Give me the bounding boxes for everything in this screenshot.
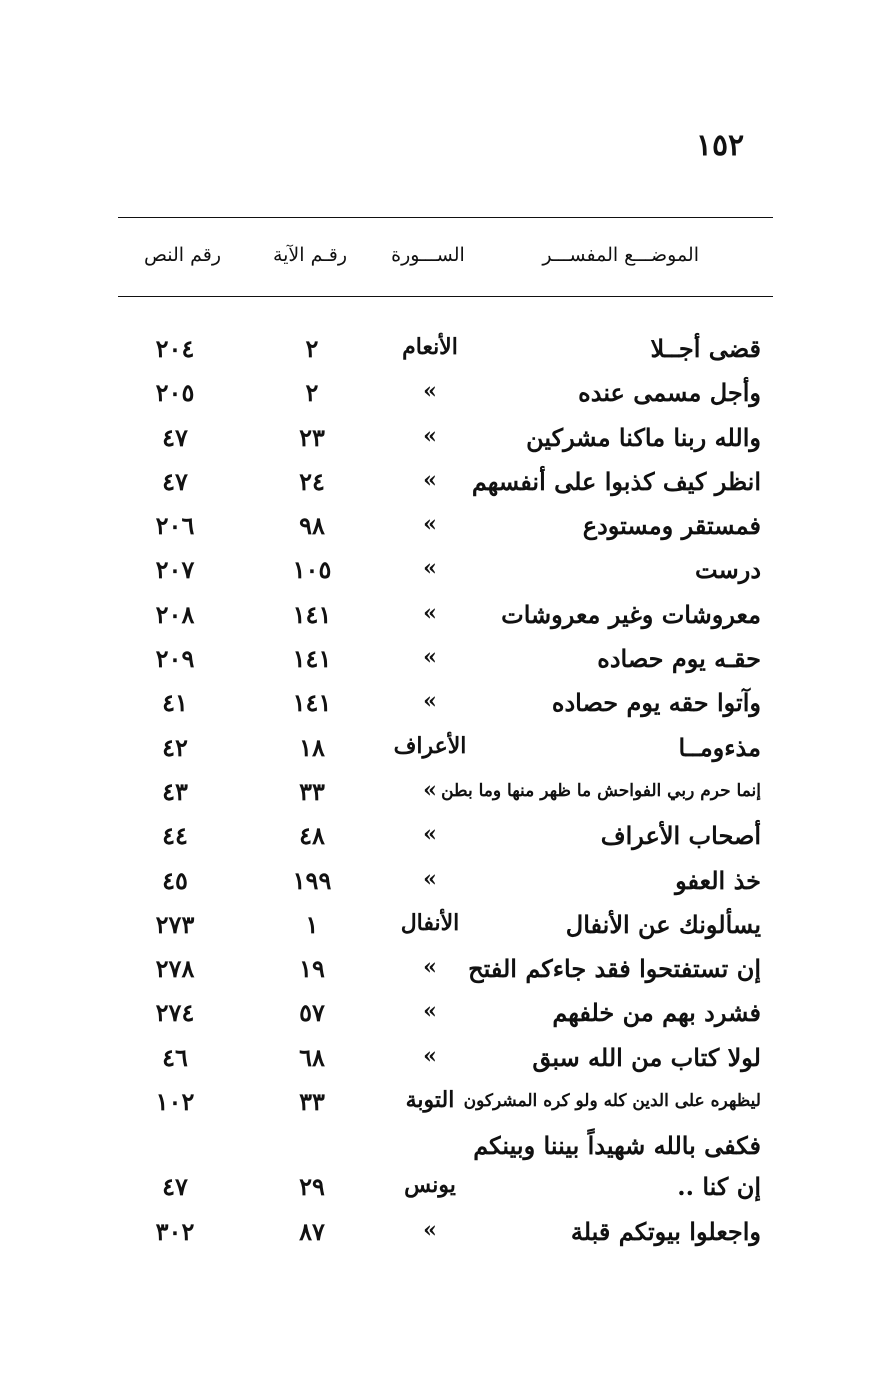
row-text-number: ٤٧ (162, 1172, 188, 1202)
row-surah: » (423, 378, 437, 405)
row-ayah-number: ١٩ (299, 954, 325, 984)
row-surah: التوبة (405, 1087, 455, 1114)
row-passage: والله ربنا ماكنا مشركين (526, 422, 761, 452)
row-text-number: ٤٦ (162, 1042, 188, 1072)
row-surah: » (423, 688, 437, 715)
row-text-number: ٤٣ (162, 776, 188, 806)
row-text-number: ٤٤ (162, 821, 188, 851)
row-text-number: ٤٧ (162, 422, 188, 452)
row-passage: أصحاب الأعراف (600, 821, 761, 851)
header-ayah-number: رقـم الآية (272, 244, 348, 266)
row-surah: » (423, 555, 437, 582)
table-row (0, 505, 879, 549)
table-row (0, 417, 879, 461)
row-passage: فشرد بهم من خلفهم (552, 998, 761, 1028)
row-passage: يسألونك عن الأنفال (565, 909, 761, 939)
row-ayah-number: ٦٨ (299, 1042, 325, 1072)
table-row (0, 1081, 879, 1125)
row-text-number: ٢٧٤ (155, 998, 195, 1028)
row-ayah-number: ١٤١ (292, 599, 332, 629)
row-surah: » (423, 511, 437, 538)
row-text-number: ٢٠٤ (155, 334, 195, 363)
row-text-number: ٤٥ (162, 865, 188, 895)
row-passage: وأجل مسمى عنده (578, 378, 761, 408)
row-text-number: ٤١ (162, 688, 188, 718)
table-row (0, 771, 879, 815)
table-row (0, 638, 879, 682)
table-row (0, 904, 879, 948)
row-text-number: ٢٠٥ (155, 378, 195, 408)
table-row (0, 1211, 879, 1255)
row-text-number: ٢٧٨ (155, 954, 195, 984)
row-surah: » (423, 466, 437, 493)
table-header-rule (118, 296, 773, 297)
row-ayah-number: ٢ (305, 334, 319, 363)
row-passage: فكفى بالله شهيداً بيننا وبينكم (473, 1131, 761, 1161)
row-surah: » (423, 821, 437, 848)
row-ayah-number: ٩٨ (299, 511, 325, 541)
row-passage: إن تستفتحوا فقد جاءكم الفتح (468, 954, 761, 984)
row-text-number: ٣٠٢ (155, 1216, 195, 1246)
row-ayah-number: ٢٤ (299, 466, 325, 496)
row-text-number: ٢٠٨ (155, 599, 195, 629)
row-passage: حقـه يوم حصاده (597, 644, 761, 674)
table-row (0, 727, 879, 771)
row-surah: » (423, 1042, 437, 1069)
header-interpreted-passage: الموضـــع المفســـر (542, 244, 699, 266)
row-passage: واجعلوا بيوتكم قبلة (570, 1216, 761, 1246)
row-ayah-number: ٣٣ (299, 1087, 325, 1117)
row-ayah-number: ١٤١ (292, 688, 332, 718)
row-passage: فمستقر ومستودع (582, 511, 761, 541)
row-ayah-number: ١ (305, 909, 319, 939)
row-passage: قضى أجــلا (650, 334, 761, 363)
row-text-number: ٢٠٦ (155, 511, 195, 541)
page-number: ١٥٢ (695, 128, 745, 163)
row-ayah-number: ١٨ (299, 732, 325, 762)
row-surah: الأنفال (400, 909, 460, 936)
row-surah: » (423, 865, 437, 892)
row-surah: » (423, 422, 437, 449)
row-text-number: ١٠٢ (155, 1087, 195, 1117)
row-surah: يونس (404, 1172, 456, 1199)
table-row (0, 1166, 879, 1210)
row-text-number: ٤٢ (162, 732, 188, 762)
row-passage: درست (695, 555, 761, 585)
table-row (0, 860, 879, 904)
row-ayah-number: ٨٧ (299, 1216, 325, 1246)
table-row (0, 682, 879, 726)
table-top-rule (118, 217, 773, 218)
row-ayah-number: ٢٩ (299, 1172, 325, 1202)
index-table-body (0, 328, 879, 1255)
row-ayah-number: ٤٨ (299, 821, 325, 851)
table-row (0, 1125, 879, 1166)
row-passage: انظر كيف كذبوا على أنفسهم (471, 466, 761, 496)
row-surah: الأنعام (402, 334, 458, 360)
row-passage: وآتوا حقه يوم حصاده (551, 688, 761, 718)
row-surah: الأعراف (393, 732, 467, 759)
table-row (0, 992, 879, 1036)
row-surah: » (423, 599, 437, 626)
row-surah: » (423, 776, 437, 803)
row-ayah-number: ١٠٥ (292, 555, 332, 585)
table-row (0, 594, 879, 638)
table-row (0, 1037, 879, 1081)
row-text-number: ٢٧٣ (155, 909, 195, 939)
table-row (0, 372, 879, 416)
row-text-number: ٢٠٧ (155, 555, 195, 585)
header-text-number: رقم النص (143, 244, 222, 266)
row-passage: ليظهره على الدين كله ولو كره المشركون (463, 1091, 761, 1112)
row-surah: » (423, 644, 437, 671)
header-surah: الســـورة (391, 244, 465, 266)
row-ayah-number: ٢ (305, 378, 319, 408)
row-ayah-number: ٥٧ (299, 998, 325, 1028)
row-ayah-number: ١٤١ (292, 644, 332, 674)
row-ayah-number: ٣٣ (299, 776, 325, 806)
table-row (0, 328, 879, 372)
row-surah: » (423, 998, 437, 1025)
row-ayah-number: ٢٣ (299, 422, 325, 452)
table-row (0, 815, 879, 859)
row-text-number: ٢٠٩ (155, 644, 195, 674)
row-surah: » (423, 954, 437, 981)
table-row (0, 461, 879, 505)
row-passage: معروشات وغير معروشات (501, 599, 761, 629)
row-passage: إن كنا .. (677, 1172, 761, 1202)
row-passage: إنما حرم ربي الفواحش ما ظهر منها وما بطن (441, 780, 761, 801)
table-row (0, 948, 879, 992)
table-row (0, 549, 879, 593)
row-passage: لولا كتاب من الله سبق (532, 1042, 761, 1072)
row-text-number: ٤٧ (162, 466, 188, 496)
row-passage: مذءومــا (678, 732, 761, 762)
row-ayah-number: ١٩٩ (292, 865, 332, 895)
row-passage: خذ العفو (675, 865, 761, 895)
row-surah: » (423, 1216, 437, 1243)
